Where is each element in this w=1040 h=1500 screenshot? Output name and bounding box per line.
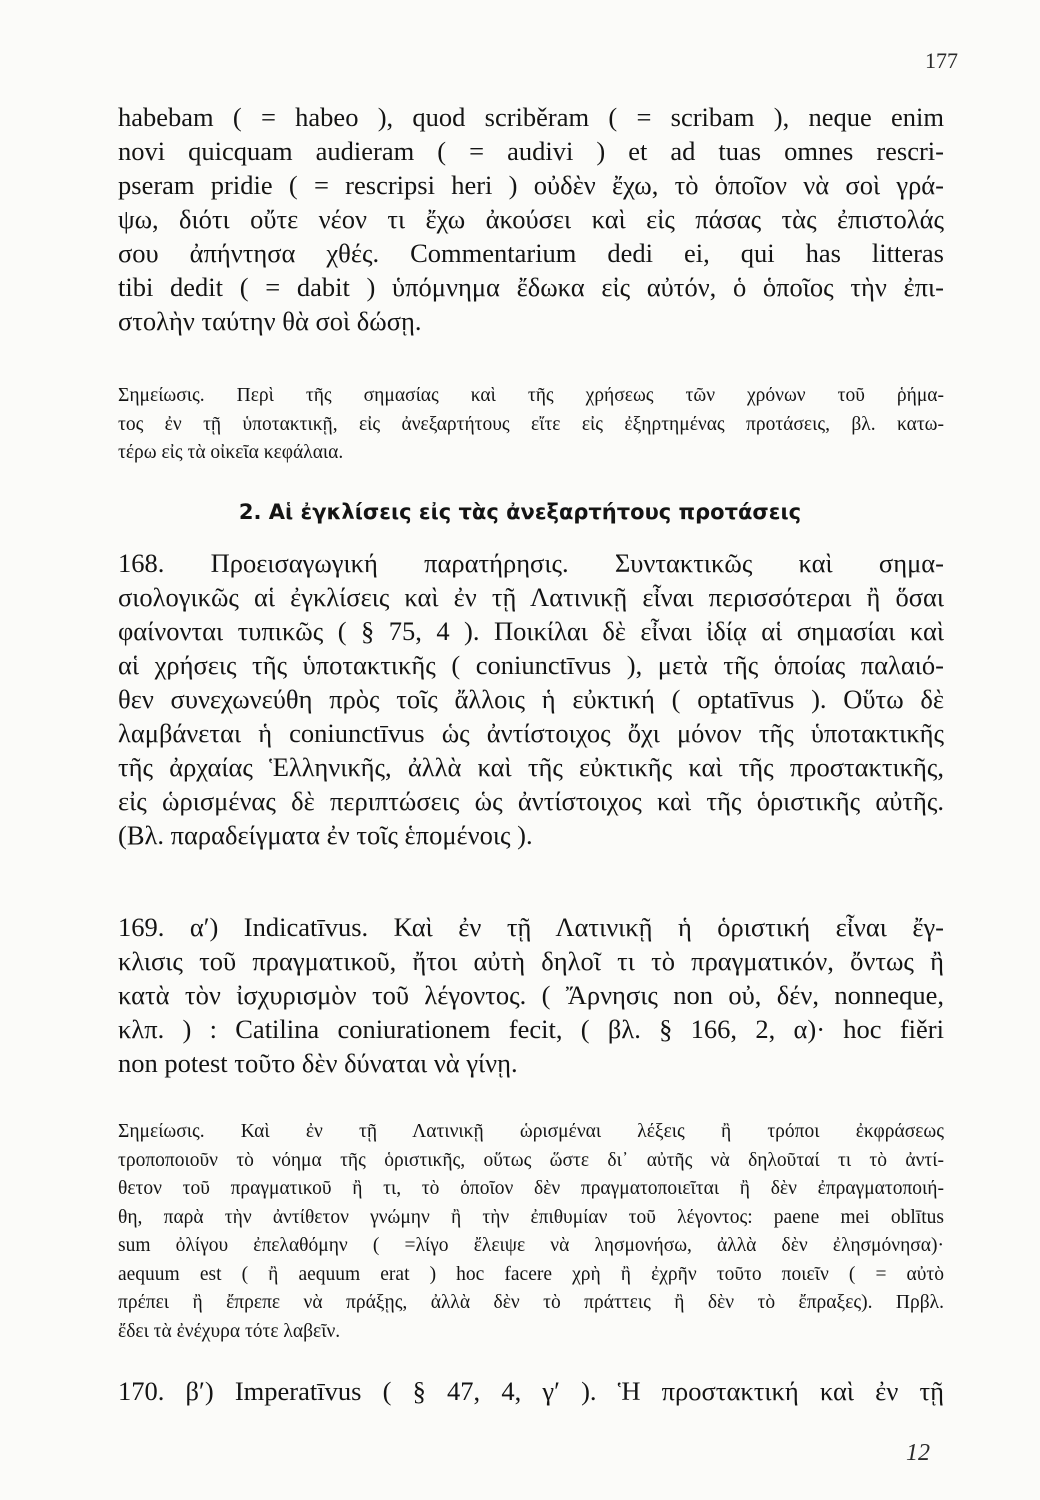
- text-line: τῆς ἀρχαίας Ἑλληνικῆς, ἀλλὰ καὶ τῆς εὐκτικῆς καὶ τῆς προστακτικῆς,: [118, 752, 944, 782]
- text-line: κατὰ τὸν ἰσχυρισμὸν τοῦ λέγοντος. ( Ἄρνησις non οὐ, δέν, nonneque,: [118, 980, 944, 1010]
- note-line: Σημείωσις. Καὶ ἐν τῇ Λατινικῇ ὡρισμέναι λέξεις ἢ τρόποι ἐκφράσεως: [118, 1121, 944, 1142]
- text-line: θεν συνεχωνεύθη πρὸς τοῖς ἄλλοις ἡ εὐκτική ( optatīvus ). Οὕτω δὲ: [118, 684, 944, 714]
- note-line: τροποποιοῦν τὸ νόημα τῆς ὁριστικῆς, οὕτως ὥστε δι᾽ αὐτῆς νὰ δηλοῦταί τι τὸ ἀντί-: [118, 1149, 944, 1171]
- text-line: tibi dedit ( = dabit ) ὑπόμνημα ἔδωκα εἰς αὐτόν, ὁ ὁποῖος τὴν ἐπι-: [118, 272, 944, 302]
- text-line: αἱ χρήσεις τῆς ὑποτακτικῆς ( coniunctīvus ), μετὰ τῆς ὁποίας παλαιό-: [118, 650, 944, 680]
- text-line: σιολογικῶς αἱ ἐγκλίσεις καὶ ἐν τῇ Λατινικῇ εἶναι περισσότεραι ἢ ὅσαι: [118, 582, 944, 612]
- text-line: φαίνονται τυπικῶς ( § 75, 4 ). Ποικίλαι δὲ εἶναι ἰδίᾳ αἱ σημασίαι καὶ: [118, 616, 944, 646]
- note-line: θη, παρὰ τὴν ἀντίθετον γνώμην ἢ τὴν ἐπιθυμίαν τοῦ λέγοντος: paene mei oblītus: [118, 1206, 944, 1228]
- note-1: [118, 382, 944, 468]
- paragraph-continuation: [118, 100, 944, 338]
- text-line: λαμβάνεται ἡ coniunctīvus ὡς ἀντίστοιχος ὄχι μόνον τῆς ὑποτακτικῆς: [118, 718, 944, 748]
- note-line: sum ὀλίγου ἐπελαθόμην ( =λίγο ἔλειψε νὰ λησμονήσω, ἀλλὰ δὲν ἐλησμόνησα)·: [118, 1235, 944, 1256]
- text-line: 168. Προεισαγωγική παρατήρησις. Συντακτικῶς καὶ σημα-: [118, 548, 944, 578]
- note-line: Σημείωσις. Περὶ τῆς σημασίας καὶ τῆς χρήσεως τῶν χρόνων τοῦ ῥήμα-: [118, 385, 944, 406]
- text-line: στολὴν ταύτην θὰ σοὶ δώσῃ.: [118, 306, 422, 336]
- text-line: εἰς ὡρισμένας δὲ περιπτώσεις ὡς ἀντίστοιχος καὶ τῆς ὁριστικῆς αὐτῆς.: [118, 786, 944, 816]
- text-line: 170. β′) Imperatīvus ( § 47, 4, γ′ ). Ἡ προστακτική καὶ ἐν τῇ: [118, 1376, 944, 1406]
- signature-mark: 12: [906, 1440, 930, 1466]
- note-line: τος ἐν τῇ ὑποτακτικῇ, εἰς ἀνεξαρτήτους εἴτε εἰς ἐξηρτημένας προτάσεις, βλ. κατω-: [118, 413, 944, 435]
- text-line: non potest τοῦτο δὲν δύναται νὰ γίνῃ.: [118, 1048, 518, 1078]
- note-line: πρέπει ἢ ἔπρεπε νὰ πράξῃς, ἀλλὰ δὲν τὸ πράττεις ἢ δὲν τὸ ἔπραξες). Πρβλ.: [118, 1292, 944, 1313]
- text-line: pseram pridie ( = rescripsi heri ) οὐδὲν ἔχω, τὸ ὁποῖον νὰ σοὶ γρά-: [118, 170, 944, 200]
- note-line: θετον τοῦ πραγματικοῦ ἢ τι, τὸ ὁποῖον δὲν πραγματοποιεῖται ἢ δὲν ἐπραγματοποιή-: [118, 1178, 944, 1199]
- text-line: κλισις τοῦ πραγματικοῦ, ἤτοι αὐτὴ δηλοῖ τι τὸ πραγματικόν, ὄντως ἢ: [118, 946, 944, 976]
- note-line: τέρω εἰς τὰ οἰκεῖα κεφάλαια.: [118, 442, 344, 463]
- paragraph-168: [118, 546, 944, 852]
- text-line: κλπ. ) : Catilina coniurationem fecit, ( βλ. § 166, 2, α)· hoc fiěri: [118, 1014, 944, 1044]
- text-line: σου ἀπήντησα χθές. Commentarium dedi ei, qui has litteras: [118, 238, 944, 268]
- page-number: 177: [925, 48, 958, 73]
- note-2: [118, 1118, 944, 1346]
- text-line: (Βλ. παραδείγματα ἐν τοῖς ἑπομένοις ).: [118, 820, 533, 850]
- note-line: ἔδει τὰ ἐνέχυρα τότε λαβεῖν.: [118, 1320, 341, 1342]
- section-subheading: 2. Αἱ ἐγκλίσεις εἰς τὰς ἀνεξαρτήτους προτάσεις: [238, 500, 802, 524]
- paragraph-170: [118, 1374, 944, 1408]
- text-line: habebam ( = habeo ), quod scriběram ( = scribam ), neque enim: [118, 102, 944, 132]
- paragraph-169: [118, 910, 944, 1080]
- text-line: novi quicquam audieram ( = audivi ) et ad tuas omnes rescri-: [118, 136, 944, 166]
- text-line: ψω, διότι οὔτε νέον τι ἔχω ἀκούσει καὶ εἰς πάσας τὰς ἐπιστολάς: [118, 204, 944, 234]
- text-line: 169. α′) Indicatīvus. Καὶ ἐν τῇ Λατινικῇ ἡ ὁριστική εἶναι ἔγ-: [118, 912, 944, 942]
- note-line: aequum est ( ἢ aequum erat ) hoc facere χρὴ ἢ ἐχρῆν τοῦτο ποιεῖν ( = αὐτὸ: [118, 1263, 944, 1285]
